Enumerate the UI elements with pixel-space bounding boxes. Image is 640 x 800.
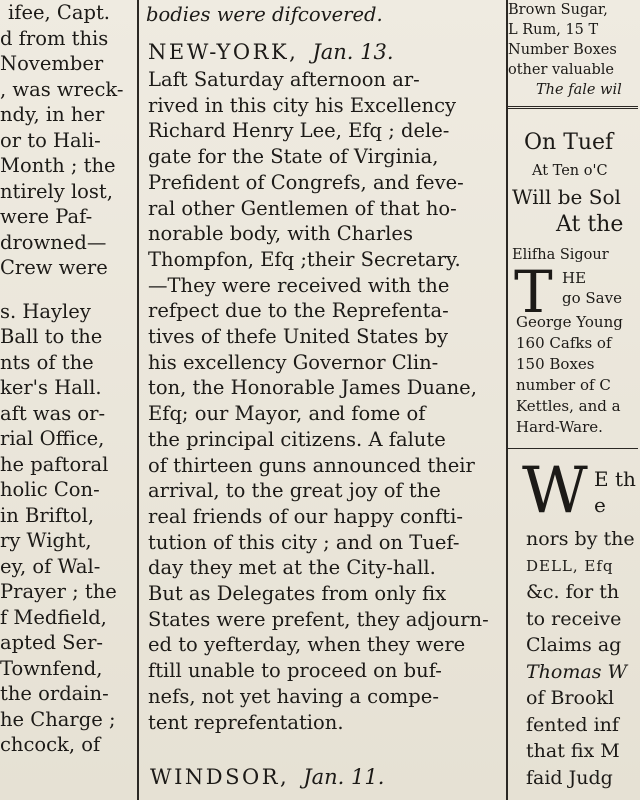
text-line: ral other Gentlemen of that ho-	[148, 196, 457, 220]
text-line: Laft Saturday afternoon ar-	[148, 68, 420, 91]
text-line: Crew were	[0, 256, 108, 279]
text-line: gate for the State of Virginia,	[148, 145, 439, 169]
text-line: of thirteen guns announced their	[148, 453, 475, 477]
text-line: number of C	[516, 376, 611, 394]
text-line: DELL, Efq	[526, 556, 614, 575]
text-line: ed to yefterday, when they were	[148, 633, 466, 657]
text-line: E th	[594, 467, 636, 491]
ad-subline-sold: Will be Sol	[512, 185, 621, 209]
column-rule-left	[137, 0, 139, 800]
text-line: ry Wight,	[0, 529, 92, 552]
dateline-new-york	[148, 40, 394, 64]
text-line: But as Delegates from only fix	[148, 582, 447, 606]
dateline-date: Jan. 11.	[303, 765, 385, 789]
text-line: Hard-Ware.	[516, 418, 603, 436]
left-column	[0, 0, 134, 800]
text-line: fented inf	[526, 713, 619, 736]
text-line: Thomas W	[526, 660, 628, 683]
article-body	[148, 67, 500, 735]
text-line: Claims ag	[526, 634, 622, 656]
text-line: chcock, of	[0, 733, 101, 756]
text-line: Number Boxes	[508, 42, 617, 58]
dropcap-w: W	[522, 454, 588, 528]
text-line: real friends of our happy confti-	[148, 504, 463, 528]
ad-notice	[526, 526, 635, 791]
text-line: Richard Henry Lee, Efq ; dele-	[148, 119, 450, 143]
text-line: apted Ser-	[0, 631, 103, 654]
text-line: go Save	[562, 289, 622, 307]
text-line: Ball to the	[0, 325, 103, 348]
text-line: that fix M	[526, 740, 620, 762]
text-line: e	[594, 493, 606, 517]
text-line: refpect due to the Reprefenta-	[148, 299, 449, 323]
dateline-windsor	[150, 765, 384, 789]
text-line: Kettles, and a	[516, 397, 621, 415]
text-line: States were prefent, they adjourn-	[148, 607, 489, 631]
text-line: drowned—	[0, 230, 107, 254]
text-line: ker's Hall.	[0, 376, 102, 399]
text-line: arrival, to the great joy of the	[148, 479, 441, 503]
text-line: nts of the	[0, 350, 94, 374]
text-line: s. Hayley	[0, 299, 91, 323]
ad-divider	[508, 106, 638, 109]
text-line: HE	[562, 269, 587, 287]
text-line: holic Con-	[0, 478, 100, 501]
top-partial-line	[146, 2, 383, 28]
text-line: ey, of Wal-	[0, 554, 101, 578]
middle-column	[142, 0, 506, 800]
text-line: he Charge ;	[0, 707, 116, 731]
text-line: to receive	[526, 607, 622, 630]
ad-divider-2	[508, 448, 638, 449]
text-line: Thompfon, Efq ;their Secretary.	[148, 247, 461, 271]
text-line: ifee, Capt.	[8, 1, 110, 24]
ad-top-block	[508, 0, 622, 100]
text-line: ftill unable to proceed on buf-	[148, 659, 442, 683]
text-line: &c. for th	[526, 581, 620, 603]
text-line: the ordain-	[0, 682, 109, 705]
text-line: tives of thefe United States by	[148, 325, 449, 349]
text-line: f Medfield,	[0, 605, 107, 629]
text-line: Prayer ; the	[0, 580, 117, 603]
text-line: nefs, not yet having a compe-	[148, 684, 439, 708]
text-line: other valuable	[508, 62, 614, 78]
text-line: ndy, in her	[0, 103, 105, 126]
ad-t-lines	[562, 268, 622, 308]
text-line: Month ; the	[0, 154, 116, 177]
text-line: faid Judg	[526, 766, 613, 789]
text-line: Brown Sugar,	[508, 2, 608, 18]
dateline-place: WINDSOR,	[150, 765, 290, 789]
text-line: The fale wil	[536, 82, 622, 98]
dropcap-t: T	[514, 258, 553, 326]
text-line: November	[0, 52, 104, 75]
text-line: tent reprefentation.	[148, 710, 344, 734]
text-line: 160 Cafks of	[516, 334, 612, 352]
text-line: or to Hali-	[0, 128, 101, 152]
text-line: —They were received with the	[148, 273, 450, 297]
text-line: day they met at the City-hall.	[148, 556, 436, 580]
text-line: , was wreck-	[0, 77, 124, 101]
text-line: tution of this city ; and on Tuef-	[148, 530, 460, 554]
text-line: the principal citizens. A falute	[148, 427, 446, 451]
text-line: 150 Boxes	[516, 355, 595, 373]
dateline-date: Jan. 13.	[312, 40, 394, 64]
dateline-place: NEW-YORK,	[148, 40, 299, 64]
text-line: ntirely lost,	[0, 179, 113, 203]
partial-text: bodies were difcovered.	[146, 3, 383, 26]
text-line: of Brookl	[526, 687, 615, 709]
text-line: were Paf-	[0, 205, 93, 228]
text-line: he paftoral	[0, 452, 109, 476]
ad-subline-time: At Ten o'C	[532, 163, 608, 179]
text-line: in Briftol,	[0, 503, 95, 527]
text-line: his excellency Governor Clin-	[148, 350, 439, 374]
ad-body	[516, 312, 623, 438]
ad-name-line: Elifha Sigour	[512, 247, 609, 263]
ad-heading: On Tuef	[524, 130, 614, 155]
text-line: norable body, with Charles	[148, 222, 413, 246]
text-line: George Young	[516, 313, 623, 331]
text-line: ton, the Honorable James Duane,	[148, 376, 477, 400]
ad-subline-place: At the	[556, 212, 624, 237]
text-line: Efq; our Mayor, and fome of	[148, 402, 426, 426]
ad-w-lines	[594, 466, 636, 518]
text-line: Townfend,	[0, 656, 103, 680]
text-line: aft was or-	[0, 401, 106, 425]
text-line: d from this	[0, 26, 109, 50]
text-line: Prefident of Congrefs, and feve-	[148, 170, 464, 194]
text-line: rial Office,	[0, 427, 105, 450]
text-line: L Rum, 15 T	[508, 22, 599, 38]
text-line: rived in this city his Excellency	[148, 93, 457, 117]
right-column	[508, 0, 640, 800]
text-line: nors by the	[526, 528, 635, 550]
